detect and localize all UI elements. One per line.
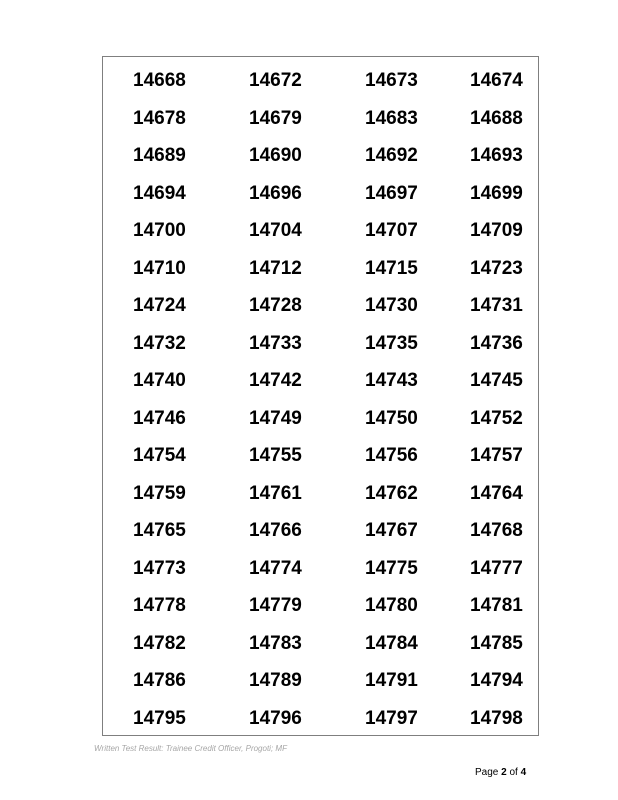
- roll-number-cell: 14749: [249, 407, 302, 429]
- roll-number-cell: 14768: [470, 520, 523, 541]
- roll-number-cell: 14715: [365, 257, 418, 279]
- roll-number-cell: 14764: [470, 482, 523, 504]
- roll-number-cell: 14732: [133, 332, 186, 354]
- roll-number-table-body: [103, 62, 538, 737]
- table-row: [103, 62, 538, 100]
- roll-number-cell: 14699: [470, 182, 523, 204]
- roll-number-cell: 14757: [470, 445, 523, 466]
- roll-number-cell: 14700: [133, 220, 186, 241]
- roll-number-cell: 14750: [365, 407, 418, 429]
- roll-number-cell: 14762: [365, 482, 418, 504]
- roll-number-cell: 14712: [249, 257, 302, 279]
- page-label: Page: [475, 767, 499, 778]
- roll-number-cell: 14672: [249, 70, 302, 91]
- roll-number-cell: 14778: [133, 595, 186, 616]
- roll-number-cell: 14693: [470, 145, 523, 166]
- results-box: [102, 56, 539, 736]
- roll-number-cell: 14740: [133, 370, 186, 391]
- table-row: [103, 662, 538, 700]
- table-row: [103, 250, 538, 288]
- page-number: [475, 767, 526, 778]
- roll-number-cell: 14668: [133, 70, 186, 91]
- table-row: [103, 625, 538, 663]
- roll-number-cell: 14756: [365, 445, 418, 466]
- roll-number-cell: 14783: [249, 632, 302, 654]
- roll-number-cell: 14789: [249, 670, 302, 691]
- roll-number-cell: 14743: [365, 370, 418, 391]
- table-row: [103, 325, 538, 363]
- roll-number-cell: 14731: [470, 295, 523, 316]
- page-total: 4: [520, 767, 527, 778]
- table-row: [103, 587, 538, 625]
- table-row: [103, 700, 538, 738]
- roll-number-cell: 14746: [133, 407, 186, 429]
- roll-number-cell: 14754: [133, 445, 186, 466]
- roll-number-cell: 14781: [470, 595, 523, 616]
- roll-number-cell: 14730: [365, 295, 418, 316]
- roll-number-cell: 14775: [365, 557, 418, 579]
- roll-number-cell: 14794: [470, 670, 523, 691]
- roll-number-cell: 14784: [365, 632, 418, 654]
- roll-number-cell: 14728: [249, 295, 302, 316]
- roll-number-cell: 14755: [249, 445, 302, 466]
- roll-number-cell: 14724: [133, 295, 186, 316]
- roll-number-cell: 14688: [470, 107, 523, 129]
- table-row: [103, 437, 538, 475]
- roll-number-cell: 14752: [470, 407, 523, 429]
- roll-number-cell: 14736: [470, 332, 523, 354]
- roll-number-cell: 14710: [133, 257, 186, 279]
- roll-number-cell: 14692: [365, 145, 418, 166]
- roll-number-cell: 14773: [133, 557, 186, 579]
- roll-number-cell: 14795: [133, 707, 186, 729]
- roll-number-cell: 14689: [133, 145, 186, 166]
- roll-number-cell: 14761: [249, 482, 302, 504]
- roll-number-cell: 14791: [365, 670, 418, 691]
- roll-number-cell: 14759: [133, 482, 186, 504]
- roll-number-cell: 14709: [470, 220, 523, 241]
- footer-caption: Written Test Result: Trainee Credit Officer, Progoti; MF: [94, 744, 287, 753]
- roll-number-cell: 14777: [470, 557, 523, 579]
- roll-number-cell: 14733: [249, 332, 302, 354]
- roll-number-cell: 14690: [249, 145, 302, 166]
- roll-number-cell: 14774: [249, 557, 302, 579]
- table-row: [103, 212, 538, 250]
- roll-number-cell: 14796: [249, 707, 302, 729]
- roll-number-cell: 14735: [365, 332, 418, 354]
- roll-number-cell: 14696: [249, 182, 302, 204]
- table-row: [103, 287, 538, 325]
- table-row: [103, 400, 538, 438]
- roll-number-cell: 14679: [249, 107, 302, 129]
- table-row: [103, 512, 538, 550]
- roll-number-cell: 14786: [133, 670, 186, 691]
- table-row: [103, 175, 538, 213]
- table-row: [103, 137, 538, 175]
- roll-number-cell: 14704: [249, 220, 302, 241]
- roll-number-cell: 14694: [133, 182, 186, 204]
- roll-number-cell: 14697: [365, 182, 418, 204]
- roll-number-cell: 14767: [365, 520, 418, 541]
- roll-number-cell: 14765: [133, 520, 186, 541]
- roll-number-cell: 14742: [249, 370, 302, 391]
- roll-number-cell: 14798: [470, 707, 523, 729]
- roll-number-cell: 14678: [133, 107, 186, 129]
- table-row: [103, 550, 538, 588]
- roll-number-cell: 14797: [365, 707, 418, 729]
- roll-number-cell: 14780: [365, 595, 418, 616]
- roll-number-cell: 14766: [249, 520, 302, 541]
- roll-number-cell: 14707: [365, 220, 418, 241]
- table-row: [103, 362, 538, 400]
- table-row: [103, 475, 538, 513]
- page-current: 2: [501, 767, 507, 778]
- roll-number-cell: 14723: [470, 257, 523, 279]
- roll-number-cell: 14785: [470, 632, 523, 654]
- roll-number-cell: 14779: [249, 595, 302, 616]
- roll-number-cell: 14745: [470, 370, 523, 391]
- page-of: of: [509, 767, 518, 778]
- roll-number-cell: 14683: [365, 107, 418, 129]
- table-row: [103, 100, 538, 138]
- roll-number-table: [103, 62, 538, 737]
- roll-number-cell: 14674: [470, 70, 523, 91]
- roll-number-cell: 14782: [133, 632, 186, 654]
- roll-number-cell: 14673: [365, 70, 418, 91]
